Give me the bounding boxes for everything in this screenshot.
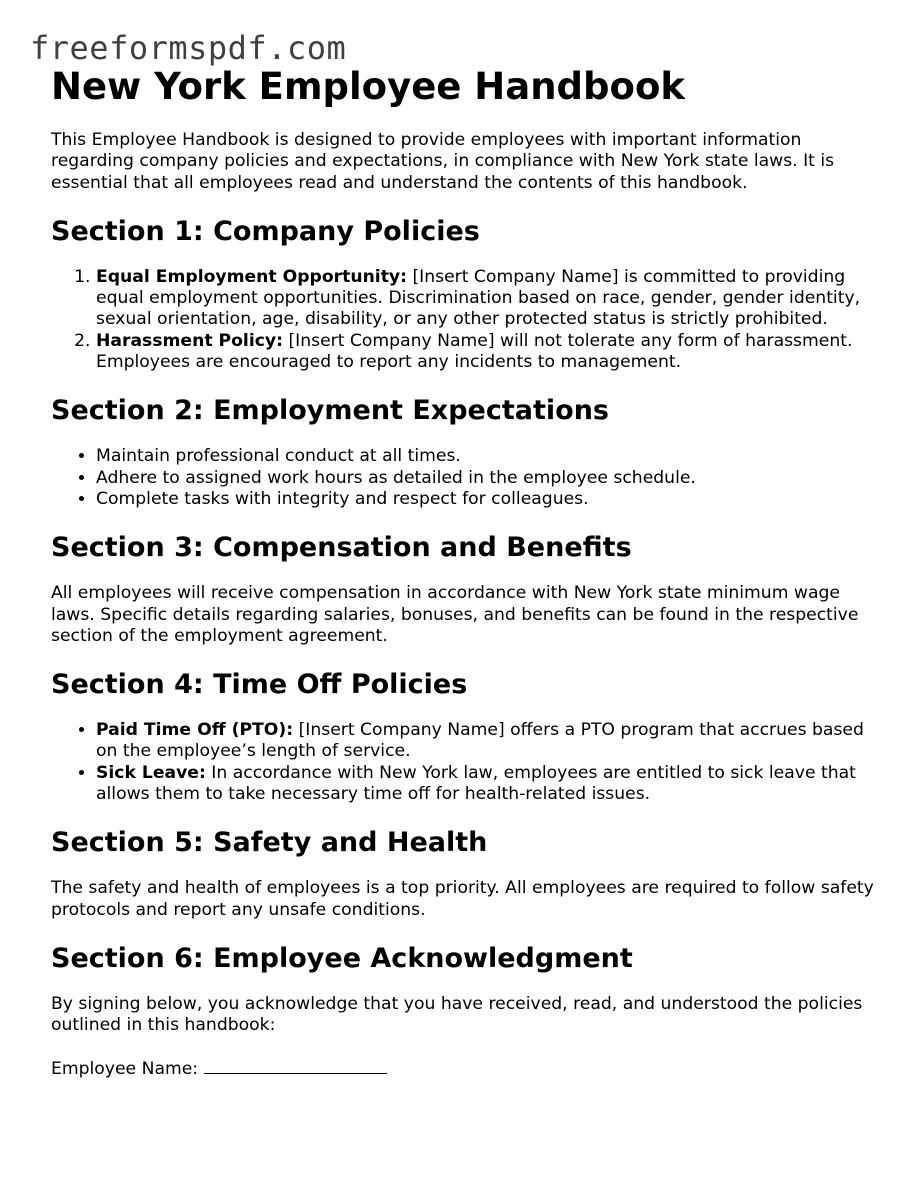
section-heading: Section 6: Employee Acknowledgment [51, 942, 633, 974]
list-item: • Complete tasks with integrity and respect for colleagues. [96, 489, 881, 510]
section-heading: Section 1: Company Policies [51, 215, 480, 247]
item-text: In accordance with New York law, employees are entitled to sick leave that allows them to take necessary time off for health-related issues. [96, 762, 856, 805]
section-time-off-policies [51, 667, 881, 805]
section-compensation-benefits [51, 530, 881, 647]
section-heading: Section 3: Compensation and Benefits [51, 532, 632, 564]
list-item [96, 720, 881, 763]
section-paragraph: By signing below, you acknowledge that you have received, read, and understood the policies outlined in this handbook: [51, 993, 863, 1036]
list-item: • Maintain professional conduct at all times. [96, 446, 881, 467]
section-company-policies [51, 214, 881, 373]
section-employment-expectations [51, 393, 881, 510]
employee-name-label: Employee Name: [51, 1058, 204, 1079]
section-paragraph: All employees will receive compensation in accordance with New York state minimum wage laws. Specific details regarding salaries, bonuses, and benefits can be found in the respective section of the employment agreement. [51, 583, 859, 646]
intro-paragraph: This Employee Handbook is designed to provide employees with important information regarding company policies and expectations, in compliance with New York state laws. It is essential that all employees read and understand the contents of this handbook. [51, 130, 835, 193]
item-label: Harassment Policy: [96, 330, 283, 351]
section-heading: Section 4: Time Off Policies [51, 669, 468, 701]
list-item [96, 331, 881, 374]
list-item [96, 763, 881, 806]
section-safety-health [51, 825, 881, 921]
time-off-list [51, 720, 881, 805]
item-label: Equal Employment Opportunity: [96, 266, 407, 287]
item-text: [Insert Company Name] will not tolerate any form of harassment. Employees are encouraged to report any incidents to management. [96, 330, 853, 373]
section-heading: Section 2: Employment Expectations [51, 395, 609, 427]
section-heading: Section 5: Safety and Health [51, 827, 488, 859]
page-title: New York Employee Handbook [51, 65, 685, 108]
section-paragraph: The safety and health of employees is a top priority. All employees are required to follow safety protocols and report any unsafe conditions. [51, 878, 874, 920]
handbook-document [51, 64, 881, 1100]
employee-name-blank[interactable] [204, 1057, 387, 1074]
list-item [96, 267, 881, 331]
item-label: Sick Leave: [96, 762, 206, 783]
expectations-list [51, 446, 881, 510]
section-employee-acknowledgment [51, 941, 881, 1080]
policy-list [51, 267, 881, 373]
item-text: [Insert Company Name] offers a PTO program that accrues based on the employee’s length of service. [96, 720, 864, 762]
employee-name-field [51, 1057, 881, 1080]
item-label: Paid Time Off (PTO): [96, 720, 294, 741]
item-text: [Insert Company Name] is committed to providing equal employment opportunities. Discrimination based on race, gender, gender identity, sexual orientation, age, disability, or any other protected status is strictly prohibited. [96, 266, 861, 330]
list-item: • Adhere to assigned work hours as detailed in the employee schedule. [96, 468, 881, 489]
site-watermark: freeformspdf.com [30, 29, 347, 67]
